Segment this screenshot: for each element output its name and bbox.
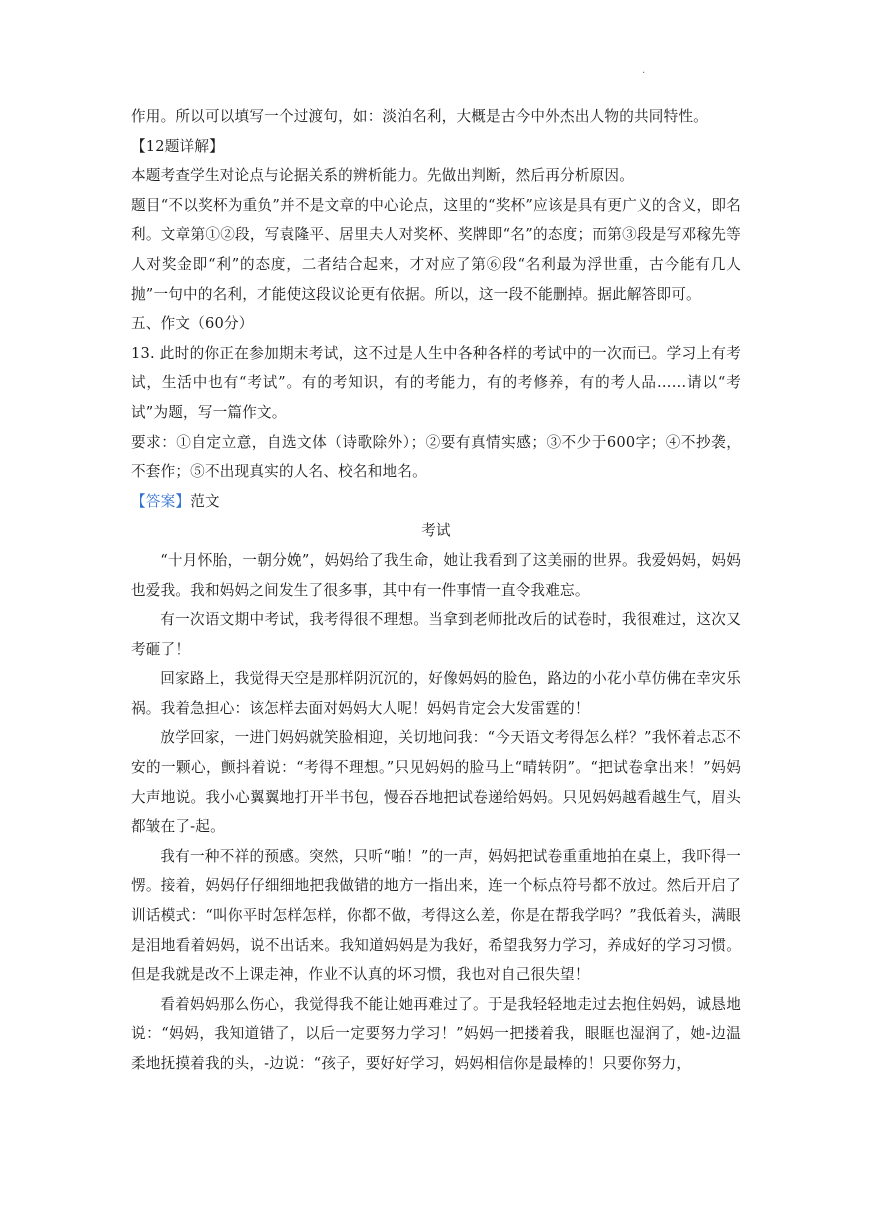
q12-analysis: 题目“不以奖杯为重负”并不是文章的中心论点，这里的“奖杯”应该是具有更广义的含义，即名利。文章第①②段，写袁隆平、居里夫人对奖杯、奖牌即“名”的态度；而第③段是写邓稼先等人对奖金即“利”的态度，二者结合起来，才对应了第⑥段“名利最为浮世重，古今能有几人抛”一句中的名利，才能使这段议论更有依据。所以，这一段不能删掉。据此解答即可。 (131, 196, 741, 303)
essay-paragraph-6: 看着妈妈那么伤心，我觉得我不能让她再难过了。于是我轻轻地走过去抱住妈妈，诚恳地说：“妈妈，我知道错了，以后一定要努力学习！”妈妈一把搂着我，眼眶也湿润了，她-边温柔地抚摸着我的头，-边说：“孩子，要好好学习，妈妈相信你是最棒的！只要你努力， (131, 995, 741, 1072)
q13-prompt: 13. 此时的你正在参加期末考试，这不过是人生中各种各样的考试中的一次而已。学习上有考试，生活中也有“考试”。有的考知识，有的考能力，有的考修养，有的考人品……请以“考试”为题，写一篇作文。 (131, 344, 741, 421)
q12-intro: 本题考查学生对论点与论据关系的辨析能力。先做出判断，然后再分析原因。 (131, 167, 634, 185)
answer-tag: 【答案】 (131, 492, 191, 510)
document-body (131, 102, 741, 1079)
page-mark: · (642, 68, 646, 79)
line-transition-sentence: 作用。所以可以填写一个过渡句，如：淡泊名利，大概是古今中外杰出人物的共同特性。 (131, 108, 708, 125)
answer-line (131, 487, 741, 517)
essay-paragraph-4: 放学回家，一进门妈妈就笑脸相迎，关切地问我：“今天语文考得怎么样？”我怀着忐忑不安的一颗心，颤抖着说：“考得不理想。”只见妈妈的脸马上“晴转阴”。“把试卷拿出来！”妈妈大声地说。我小心翼翼地打开半书包，慢吞吞地把试卷递给妈妈。只见妈妈越看越生气，眉头都皱在了-起。 (131, 729, 741, 836)
q13-requirements: 要求：①自定立意，自选文体（诗歌除外）；②要有真情实感；③不少于600字；④不抄袭，不套作；⑤不出现真实的人名、校名和地名。 (131, 433, 741, 481)
essay-paragraph-1: “十月怀胎，一朝分娩”，妈妈给了我生命，她让我看到了这美丽的世界。我爱妈妈，妈妈也爱我。我和妈妈之间发生了很多事，其中有一件事情一直令我难忘。 (131, 551, 741, 599)
essay-title: 考试 (421, 522, 451, 540)
essay-paragraph-5: 我有一种不祥的预感。突然，只听“啪！”的一声，妈妈把试卷重重地拍在桌上，我吓得一愣。接着，妈妈仔仔细细地把我做错的地方一指出来，连一个标点符号都不放过。然后开启了训话模式：“叫你平时怎样怎样，你都不做，考得这么差，你是在帮我学吗？”我低着头，满眼是泪地看着妈妈，说不出话来。我知道妈妈是为我好，希望我努力学习，养成好的学习习惯。但是我就是改不上课走神，作业不认真的坏习惯，我也对自己很失望！ (131, 847, 741, 984)
section-heading-q12: 【12题详解】 (131, 137, 224, 155)
section-heading-essay: 五、作文（60分） (131, 315, 254, 333)
essay-paragraph-2: 有一次语文期中考试，我考得很不理想。当拿到老师批改后的试卷时，我很难过，这次又考砸了！ (131, 611, 741, 658)
essay-paragraph-3: 回家路上，我觉得天空是那样阴沉沉的，好像妈妈的脸色，路边的小花小草仿佛在幸灾乐祸。我着急担心：该怎样去面对妈妈大人呢！妈妈肯定会大发雷霆的！ (131, 670, 741, 717)
answer-label: 范文 (190, 492, 220, 510)
